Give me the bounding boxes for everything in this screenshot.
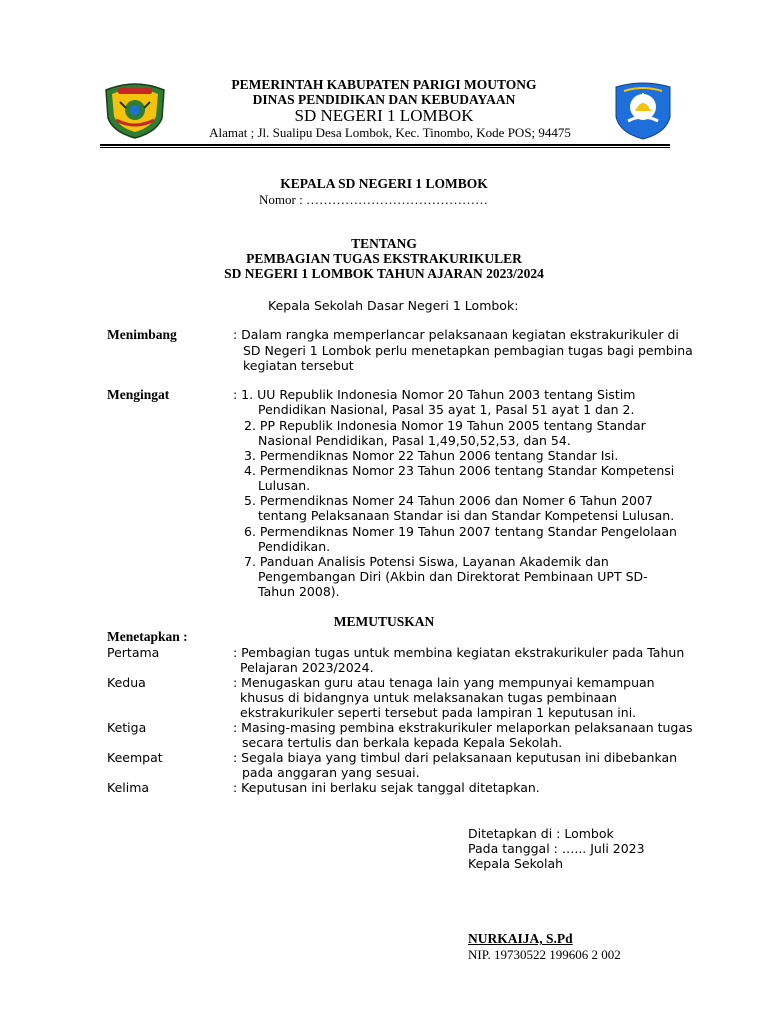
decision-line: secara tertulis dan berkala kepada Kepala Sekolah. bbox=[242, 735, 563, 750]
mengingat-line: tentang Pelaksanaan Standar isi dan Standar Kompetensi Lulusan. bbox=[258, 508, 675, 523]
menimbang-line: SD Negeri 1 Lombok perlu menetapkan pembagian tugas bagi pembina bbox=[243, 343, 693, 358]
letterhead-rule-thin bbox=[100, 147, 670, 148]
mengingat-line: 2. PP Republik Indonesia Nomor 19 Tahun 2005 tentang Standar bbox=[244, 418, 646, 433]
signature-role: Kepala Sekolah bbox=[468, 856, 564, 871]
decision-line: khusus di bidangnya untuk melaksanakan tugas pembinaan bbox=[240, 690, 617, 705]
mengingat-line: Pendidikan Nasional, Pasal 35 ayat 1, Pasal 51 ayat 1 dan 2. bbox=[258, 402, 635, 417]
decision-line: ekstrakurikuler seperti tersebut pada lampiran 1 keputusan ini. bbox=[240, 705, 637, 720]
issuer-title: KEPALA SD NEGERI 1 LOMBOK bbox=[280, 176, 488, 191]
signature-place: Ditetapkan di : Lombok bbox=[468, 826, 614, 841]
menimbang-label: Menimbang bbox=[107, 327, 177, 342]
decision-line: : Keputusan ini berlaku sejak tanggal ditetapkan. bbox=[233, 780, 540, 795]
decree-title-1: PEMBAGIAN TUGAS EKSTRAKURIKULER bbox=[246, 251, 522, 266]
decision-label-kedua: Kedua bbox=[107, 675, 146, 690]
menetapkan-label: Menetapkan : bbox=[107, 629, 188, 644]
opening-statement: Kepala Sekolah Dasar Negeri 1 Lombok: bbox=[268, 298, 519, 313]
mengingat-label: Mengingat bbox=[107, 387, 170, 402]
decision-line: : Masing-masing pembina ekstrakurikuler melaporkan pelaksanaan tugas bbox=[233, 720, 693, 735]
signatory-name: NURKAIJA, S.Pd bbox=[468, 931, 573, 946]
decree-title-2: SD NEGERI 1 LOMBOK TAHUN AJARAN 2023/2024 bbox=[224, 266, 544, 281]
mengingat-line: 4. Permendiknas Nomor 23 Tahun 2006 tentang Standar Kompetensi bbox=[244, 463, 675, 478]
signatory-nip: NIP. 19730522 199606 2 002 bbox=[468, 947, 621, 962]
decision-line: : Pembagian tugas untuk membina kegiatan ekstrakurikuler pada Tahun bbox=[233, 645, 685, 660]
menimbang-line: : Dalam rangka memperlancar pelaksanaan kegiatan ekstrakurikuler di bbox=[233, 327, 679, 342]
decision-label-kelima: Kelima bbox=[107, 780, 150, 795]
memutuskan-title: MEMUTUSKAN bbox=[333, 614, 435, 629]
decision-line: Pelajaran 2023/2024. bbox=[240, 660, 374, 675]
decision-label-keempat: Keempat bbox=[107, 750, 163, 765]
mengingat-line: : 1. UU Republik Indonesia Nomor 20 Tahun 2003 tentang Sistim bbox=[233, 387, 636, 402]
mengingat-line: Tahun 2008). bbox=[258, 584, 340, 599]
decision-line: : Segala biaya yang timbul dari pelaksanaan keputusan ini dibebankan bbox=[233, 750, 678, 765]
mengingat-line: Pendidikan. bbox=[258, 539, 331, 554]
decision-line: pada anggaran yang sesuai. bbox=[242, 765, 420, 780]
about-label: TENTANG bbox=[351, 236, 417, 251]
menimbang-line: kegiatan tersebut bbox=[243, 358, 354, 373]
letterhead-government: PEMERINTAH KABUPATEN PARIGI MOUTONG bbox=[231, 77, 537, 92]
mengingat-line: Pengembangan Diri (Akbin dan Direktorat Pembinaan UPT SD- bbox=[258, 569, 648, 584]
letterhead-department: DINAS PENDIDIKAN DAN KEBUDAYAAN bbox=[252, 92, 516, 107]
mengingat-line: 5. Permendiknas Nomer 24 Tahun 2006 dan Nomer 6 Tahun 2007 bbox=[244, 493, 653, 508]
letterhead-school-name: SD NEGERI 1 LOMBOK bbox=[294, 106, 474, 125]
mengingat-line: Lulusan. bbox=[258, 478, 311, 493]
decision-label-ketiga: Ketiga bbox=[107, 720, 147, 735]
mengingat-line: Nasional Pendidikan, Pasal 1,49,50,52,53, dan 54. bbox=[258, 433, 571, 448]
decision-label-pertama: Pertama bbox=[107, 645, 160, 660]
decision-line: : Menugaskan guru atau tenaga lain yang mempunyai kemampuan bbox=[233, 675, 655, 690]
decree-number: Nomor : …………………………………… bbox=[259, 192, 488, 207]
signature-date: Pada tanggal : …... Juli 2023 bbox=[468, 841, 645, 856]
letterhead-rule bbox=[100, 144, 670, 146]
letterhead-address: Alamat ; Jl. Sualipu Desa Lombok, Kec. Tinombo, Kode POS; 94475 bbox=[209, 125, 571, 140]
mengingat-line: 3. Permendiknas Nomor 22 Tahun 2006 tentang Standar Isi. bbox=[244, 448, 619, 463]
mengingat-line: 7. Panduan Analisis Potensi Siswa, Layanan Akademik dan bbox=[244, 554, 609, 569]
mengingat-line: 6. Permendiknas Nomer 19 Tahun 2007 tentang Standar Pengelolaan bbox=[244, 524, 677, 539]
